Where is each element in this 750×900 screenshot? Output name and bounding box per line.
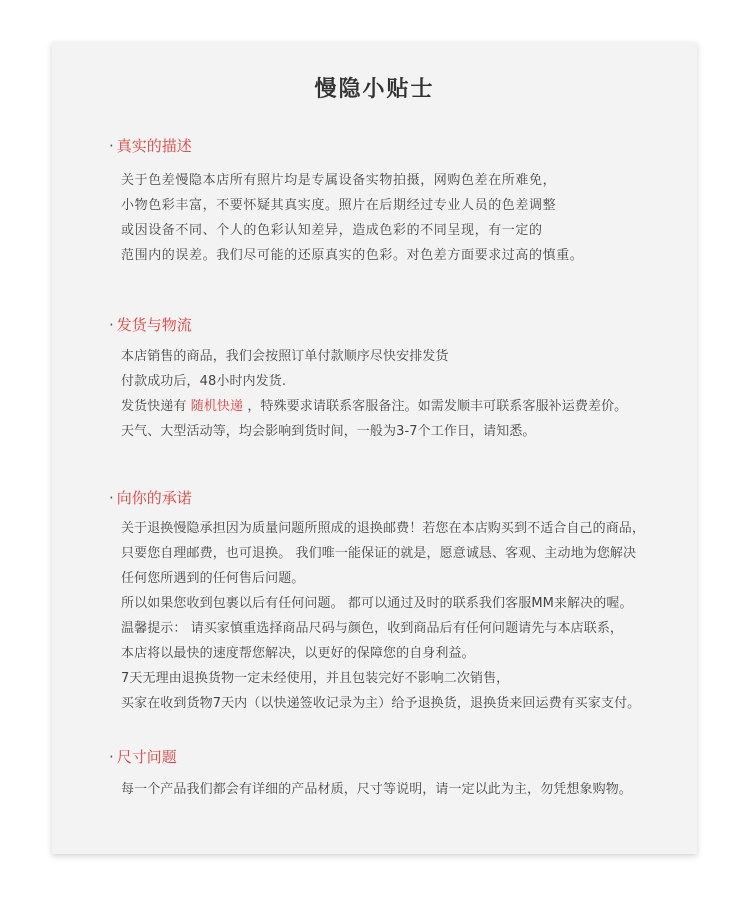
bullet-dot: · [109,137,114,155]
section-heading [109,315,689,335]
section-line: 关于色差慢隐本店所有照片均是专属设备实物拍摄，网购色差在所难免， [121,173,557,188]
section-line: 付款成功后，48小时内发货. [121,374,287,389]
courier-highlight: 随机快递 [190,399,244,414]
section-promise [109,488,689,711]
section-line: 7天无理由退换货物一定未经使用，并且包装完好不影响二次销售， [121,671,510,686]
tips-card [52,42,697,854]
section-heading [109,136,689,156]
section-true-description [109,136,689,263]
section-shipping [109,315,689,439]
section-heading-text: 尺寸问题 [116,748,177,766]
section-heading-text: 发货与物流 [116,316,192,334]
courier-prefix: 发货快递有 [121,399,191,414]
section-line: 温馨提示： 请买家慎重选择商品尺码与颜色，收到商品后有任何问题请先与本店联系， [121,621,624,636]
page-title: 慢隐小贴士 [314,76,435,102]
section-heading-text: 真实的描述 [116,137,192,155]
section-line: 本店销售的商品，我们会按照订单付款顺序尽快安排发货 [121,349,449,364]
section-line: 任何您所遇到的任何售后问题。 [121,571,305,586]
section-line: 关于退换慢隐承担因为质量问题所照成的退换邮费！若您在本店购买到不适合自己的商品， [121,521,646,536]
section-heading [109,747,689,767]
section-line: 本店将以最快的速度帮您解决，以更好的保障您的自身利益。 [121,646,475,661]
section-line: 天气、大型活动等，均会影响到货时间，一般为3-7个工作日，请知悉。 [121,424,536,439]
section-line: 所以如果您收到包裹以后有任何问题。 都可以通过及时的联系我们客服MM来解决的喔。 [121,596,633,611]
section-line: 买家在收到货物7天内（以快递签收记录为主）给予退换货，退换货来回运费有买家支付。 [121,696,641,711]
section-line: 小物色彩丰富，不要怀疑其真实度。照片在后期经过专业人员的色差调整 [121,198,557,213]
section-heading-text: 向你的承诺 [116,489,192,507]
bullet-dot: · [109,748,114,766]
bullet-dot: · [109,489,114,507]
section-size [109,747,689,797]
section-line: 每一个产品我们都会有详细的产品材质，尺寸等说明，请一定以此为主，勿凭想象购物。 [121,782,632,797]
section-line: 只要您自理邮费，也可退换。 我们唯一能保证的就是，愿意诚恳、客观、主动地为您解决 [121,546,637,561]
section-heading [109,488,689,508]
section-line: 范围内的误差。我们尽可能的还原真实的色彩。对色差方面要求过高的慎重。 [121,248,584,263]
courier-suffix: ，特殊要求请联系客服备注。如需发顺丰可联系客服补运费差价。 [243,399,628,414]
section-line: 或因设备不同、个人的色彩认知差异，造成色彩的不同呈现，有一定的 [121,223,543,238]
bullet-dot: · [109,316,114,334]
courier-line [121,398,627,416]
